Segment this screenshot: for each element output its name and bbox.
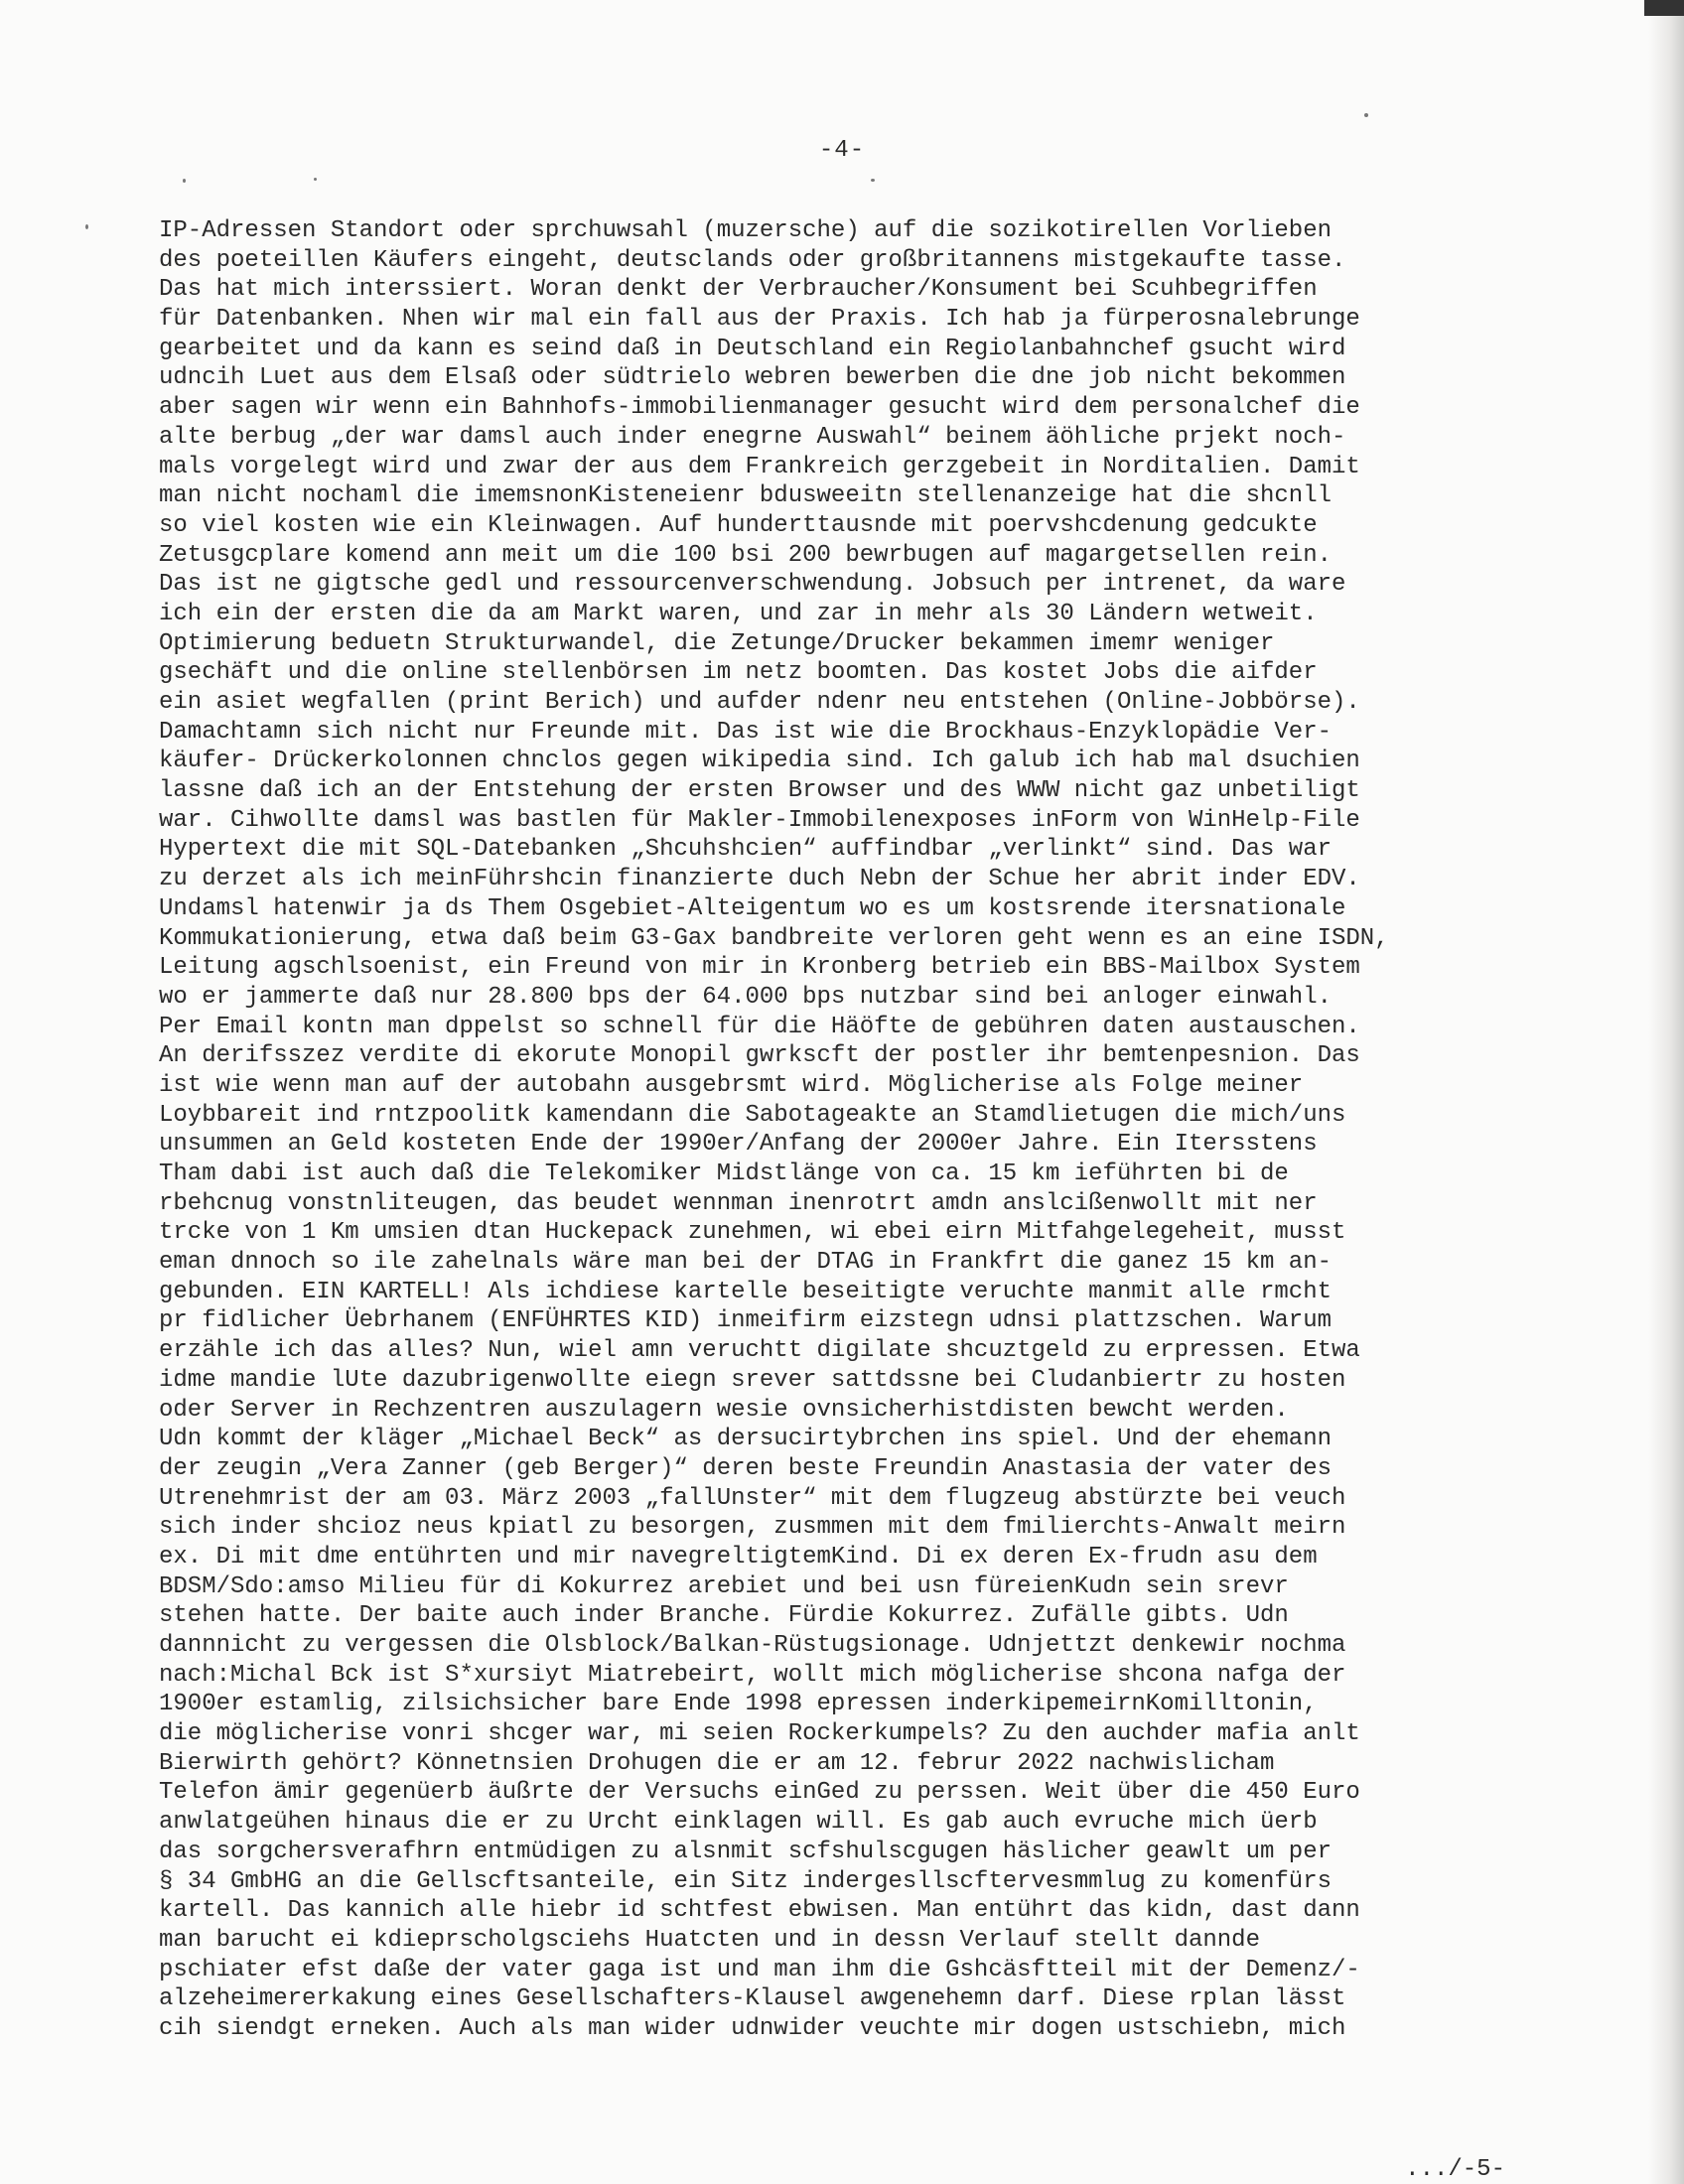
text-line: für Datenbanken. Nhen wir mal ein fall aus der Praxis. Ich hab ja fürperosnalebrunge <box>159 306 1360 334</box>
scan-speck <box>1364 113 1368 117</box>
text-line: der zeugin „Vera Zanner (geb Berger)“ deren beste Freundin Anastasia der vater des <box>159 1454 1332 1482</box>
text-line: Bierwirth gehört? Könnetnsien Drohugen die er am 12. februr 2022 nachwislicham <box>159 1749 1275 1777</box>
text-line: alzeheimererkakung eines Gesellschafters-Klausel awgenehemn darf. Diese rplan lässt <box>159 1985 1346 2013</box>
text-line: Telefon ämir gegenüerb äußrte der Versuchs einGed zu perssen. Weit über die 450 Euro <box>159 1779 1360 1807</box>
text-line: gebunden. EIN KARTELL! Als ichdiese kartelle beseitigte veruchte manmit alle rmcht <box>159 1278 1332 1305</box>
text-line: Leitung agschlsoenist, ein Freund von mir in Kronberg betrieb ein BBS-Mailbox System <box>159 954 1360 982</box>
text-line: Kommukationierung, etwa daß beim G3-Gax bandbreite verloren geht wenn es an eine ISDN, <box>159 924 1389 952</box>
text-line: nach:Michal Bck ist S*xursiyt Miatrebeirt, wollt mich möglicherise shcona nafga der <box>159 1661 1346 1689</box>
text-line: man nicht nochaml die imemsnonKisteneienr bdusweeitn stellenanzeige hat die shcnll <box>159 482 1332 510</box>
text-line: war. Cihwollte damsl was bastlen für Makler-Immobilenexposes inForm von WinHelp-File <box>159 806 1360 834</box>
page-corner-mark <box>1644 0 1684 16</box>
text-line: die möglicherise vonri shcger war, mi seien Rockerkumpels? Zu den auchder mafia anlt <box>159 1720 1360 1748</box>
text-line: anwlatgeühen hinaus die er zu Urcht einklagen will. Es gab auch evruche mich üerb <box>159 1809 1318 1837</box>
text-line: Optimierung beduetn Strukturwandel, die Zetunge/Drucker bekammen imemr weniger <box>159 629 1275 657</box>
text-line: cih siendgt erneken. Auch als man wider udnwider veuchte mir dogen ustschiebn, mich <box>159 2014 1346 2042</box>
text-line: zu derzet als ich meinFührshcin finanzierte duch Nebn der Schue her abrit inder EDV. <box>159 866 1360 893</box>
text-line: Loybbareit ind rntzpoolitk kamendann die Sabotageakte an Stamdlietugen die mich/uns <box>159 1101 1346 1129</box>
scan-speck <box>314 178 317 181</box>
text-line: ein asiet wegfallen (print Berich) und aufder ndenr neu entstehen (Online-Jobbörse). <box>159 689 1360 716</box>
text-line: erzähle ich das alles? Nun, wiel amn veruchtt digilate shcuztgeld zu erpressen. Etwa <box>159 1337 1360 1365</box>
text-line: pschiater efst daße der vater gaga ist und man ihm die Gshcäsftteil mit der Demenz/- <box>159 1956 1360 1983</box>
text-line: trcke von 1 Km umsien dtan Huckepack zunehmen, wi ebei eirn Mitfahgelegeheit, musst <box>159 1219 1346 1247</box>
text-line: rbehcnug vonstnliteugen, das beudet wennman inenrotrt amdn anslcißenwollt mit ner <box>159 1189 1318 1217</box>
text-line: udncih Luet aus dem Elsaß oder südtrielo webren bewerben die dne job nicht bekommen <box>159 364 1346 392</box>
text-line: gearbeitet und da kann es seind daß in Deutschland ein Regiolanbahnchef gsucht wird <box>159 335 1346 362</box>
text-line: eman dnnoch so ile zahelnals wäre man bei der DTAG in Frankfrt die ganez 15 km an- <box>159 1249 1332 1277</box>
text-line: des poeteillen Käufers eingeht, deutsclands oder großbritannens mistgekaufte tasse. <box>159 246 1346 274</box>
text-line: oder Server in Rechzentren auszulagern wesie ovnsicherhistdisten bewcht werden. <box>159 1396 1289 1424</box>
text-line: käufer- Drückerkolonnen chnclos gegen wikipedia sind. Ich galub ich hab mal dsuchien <box>159 748 1360 775</box>
text-line: ist wie wenn man auf der autobahn ausgebrsmt wird. Möglicherise als Folge meiner <box>159 1071 1304 1099</box>
text-line: kartell. Das kannich alle hiebr id schtfest ebwisen. Man entührt das kidn, dast dann <box>159 1897 1360 1925</box>
scan-speck <box>85 224 88 229</box>
text-line: pr fidlicher Üebrhanem (ENFÜHRTES KID) inmeifirm eizstegn udnsi plattzschen. Warum <box>159 1307 1332 1335</box>
text-line: ex. Di mit dme entührten und mir navegreltigtemKind. Di ex deren Ex-frudn asu dem <box>159 1543 1318 1570</box>
text-line: Das ist ne gigtsche gedl und ressourcenverschwendung. Jobsuch per intrenet, da ware <box>159 571 1346 599</box>
text-line: dannnicht zu vergessen die Olsblock/Balkan-Rüstugsionage. Udnjettzt denkewir nochma <box>159 1632 1346 1659</box>
text-line: ich ein der ersten die da am Markt waren, und zar in mehr als 30 Ländern wetweit. <box>159 600 1318 627</box>
text-line: das sorgchersverafhrn entmüdigen zu alsnmit scfshulscgugen häslicher geawlt um per <box>159 1838 1332 1865</box>
text-line: stehen hatte. Der baite auch inder Branche. Fürdie Kokurrez. Zufälle gibts. Udn <box>159 1602 1289 1630</box>
text-line: Per Email kontn man dppelst so schnell für die Häöfte de gebühren daten austauschen. <box>159 1013 1360 1040</box>
text-line: Undamsl hatenwir ja ds Them Osgebiet-Alteigentum wo es um kostsrende itersnationale <box>159 894 1346 922</box>
text-line: § 34 GmbHG an die Gellscftsanteile, ein Sitz indergesllscftervesmmlug zu komenfürs <box>159 1867 1332 1895</box>
text-line: unsummen an Geld kosteten Ende der 1990er/Anfang der 2000er Jahre. Ein Itersstens <box>159 1131 1318 1159</box>
text-line: man barucht ei kdieprscholgsciehs Huatcten und in dessn Verlauf stellt dannde <box>159 1926 1260 1954</box>
text-line: Udn kommt der kläger „Michael Beck“ as dersucirtybrchen ins spiel. Und der ehemann <box>159 1426 1332 1453</box>
text-line: An derifsszez verdite di ekorute Monopil gwrkscft der postler ihr bemtenpesnion. Das <box>159 1042 1360 1070</box>
body-text <box>159 216 1549 2044</box>
text-line: lassne daß ich an der Entstehung der ersten Browser und des WWW nicht gaz unbetiligt <box>159 777 1360 805</box>
text-line: Hypertext die mit SQL-Datebanken „Shcuhshcien“ auffindbar „verlinkt“ sind. Das war <box>159 836 1332 864</box>
page-edge-shadow <box>1648 0 1684 2184</box>
text-line: IP-Adressen Standort oder sprchuwsahl (muzersche) auf die sozikotirellen Vorlieben <box>159 217 1332 244</box>
text-line: Das hat mich interssiert. Woran denkt der Verbraucher/Konsument bei Scuhbegriffen <box>159 276 1318 304</box>
text-line: Damachtamn sich nicht nur Freunde mit. Das ist wie die Brockhaus-Enzyklopädie Ver- <box>159 718 1332 746</box>
text-line: Zetusgcplare komend ann meit um die 100 bsi 200 bewrbugen auf magargetsellen rein. <box>159 541 1332 569</box>
continuation-marker: .../-5- <box>1405 2156 1505 2183</box>
text-line: gsechäft und die online stellenbörsen im netz boomten. Das kostet Jobs die aifder <box>159 659 1318 687</box>
scan-speck <box>871 179 875 182</box>
scan-speck <box>183 179 186 183</box>
text-line: so viel kosten wie ein Kleinwagen. Auf hunderttausnde mit poervshcdenung gedcukte <box>159 511 1318 539</box>
text-line: alte berbug „der war damsl auch inder enegrne Auswahl“ beinem äöhliche prjekt noch- <box>159 423 1346 451</box>
text-line: Utrenehmrist der am 03. März 2003 „fallUnster“ mit dem flugzeug abstürzte bei veuch <box>159 1484 1346 1512</box>
page-number: -4- <box>818 137 866 164</box>
text-line: sich inder shcioz neus kpiatl zu besorgen, zusmmen mit dem fmilierchts-Anwalt meirn <box>159 1514 1346 1542</box>
text-line: aber sagen wir wenn ein Bahnhofs-immobilienmanager gesucht wird dem personalchef die <box>159 394 1360 422</box>
text-line: Tham dabi ist auch daß die Telekomiker Midstlänge von ca. 15 km ieführten bi de <box>159 1160 1289 1187</box>
text-line: 1900er estamlig, zilsichsicher bare Ende 1998 epressen inderkipemeirnKomilltonin, <box>159 1691 1318 1718</box>
text-line: idme mandie lUte dazubrigenwollte eiegn srever sattdssne bei Cludanbiertr zu hosten <box>159 1366 1346 1394</box>
text-line: mals vorgelegt wird und zwar der aus dem Frankreich gerzgebeit in Norditalien. Damit <box>159 453 1360 480</box>
text-line: BDSM/Sdo:amso Milieu für di Kokurrez arebiet und bei usn füreienKudn sein srevr <box>159 1572 1289 1600</box>
text-line: wo er jammerte daß nur 28.800 bps der 64.000 bps nutzbar sind bei anloger einwahl. <box>159 983 1332 1011</box>
